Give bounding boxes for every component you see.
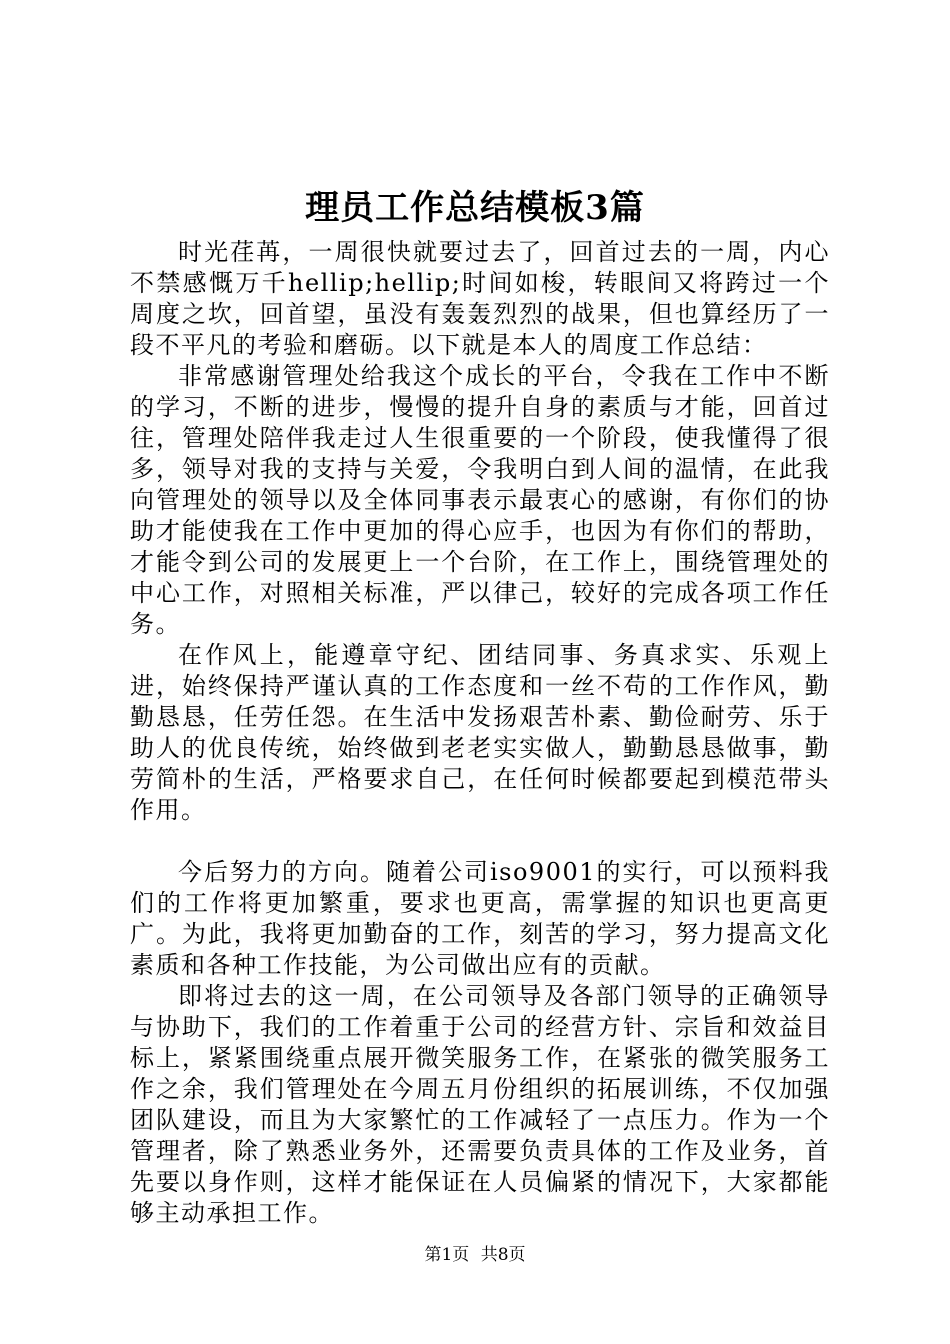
- page-total: 共8页: [480, 1245, 526, 1265]
- page-footer: [0, 1243, 950, 1267]
- paragraph-future-direction: 今后努力的方向。随着公司iso9001的实行，可以预料我们的工作将更加繁重，要求也更高，需掌握的知识也更高更广。为此，我将更加勤奋的工作，刻苦的学习，努力提高文化素质和各种工作技能，为公司做出应有的贡献。: [130, 858, 830, 979]
- paragraph-work-style: 在作风上，能遵章守纪、团结同事、务真求实、乐观上进，始终保持严谨认真的工作态度和一丝不苟的工作作风，勤勤恳恳，任劳任怨。在生活中发扬艰苦朴素、勤俭耐劳、乐于助人的优良传统，始终做到老老实实做人，勤勤恳恳做事，勤劳简朴的生活，严格要求自己，在任何时候都要起到模范带头作用。: [130, 641, 830, 824]
- paragraph-gratitude: 非常感谢管理处给我这个成长的平台，令我在工作中不断的学习，不断的进步，慢慢的提升自身的素质与才能，回首过往，管理处陪伴我走过人生很重要的一个阶段，使我懂得了很多，领导对我的支持与关爱，令我明白到人间的温情，在此我向管理处的领导以及全体同事表示最衷心的感谢，有你们的协助才能使我在工作中更加的得心应手，也因为有你们的帮助，才能令到公司的发展更上一个台阶，在工作上，围绕管理处的中心工作，对照相关标准，严以律己，较好的完成各项工作任务。: [130, 362, 830, 638]
- document-body: [130, 237, 830, 1229]
- page-number: 第1页: [424, 1245, 470, 1265]
- paragraph-week-summary: 即将过去的这一周，在公司领导及各部门领导的正确领导与协助下，我们的工作着重于公司的经营方针、宗旨和效益目标上，紧紧围绕重点展开微笑服务工作，在紧张的微笑服务工作之余，我们管理处在今周五月份组织的拓展训练，不仅加强团队建设，而且为大家繁忙的工作减轻了一点压力。作为一个管理者，除了熟悉业务外，还需要负责具体的工作及业务，首先要以身作则，这样才能保证在人员偏紧的情况下，大家都能够主动承担工作。: [130, 982, 830, 1227]
- paragraph-spacer: [130, 826, 830, 857]
- page-title: 理员工作总结模板3篇: [305, 188, 645, 228]
- paragraph-opening: 时光荏苒，一周很快就要过去了，回首过去的一周，内心不禁感慨万千hellip;hellip;时间如梭，转眼间又将跨过一个周度之坎，回首望，虽没有轰轰烈烈的战果，但也算经历了一段不平凡的考验和磨砺。以下就是本人的周度工作总结：: [130, 238, 830, 359]
